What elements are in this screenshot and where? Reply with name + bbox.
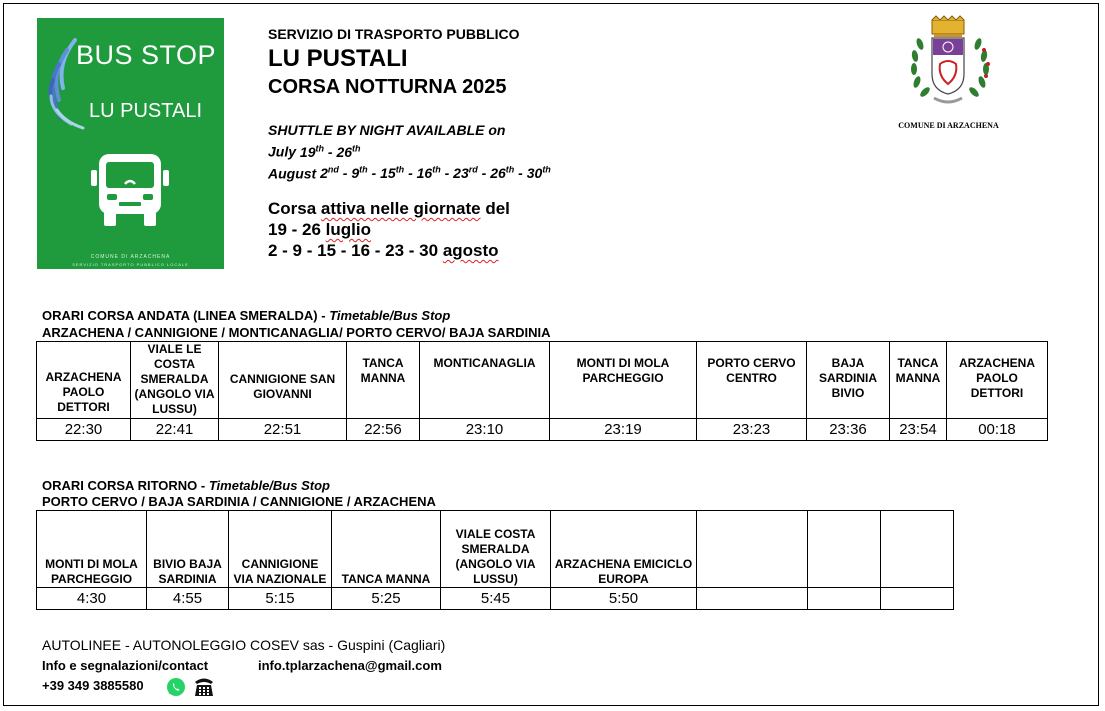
day-suffix: nd — [327, 164, 339, 175]
day-suffix: th — [315, 143, 324, 153]
andata-heading-bold: ORARI CORSA ANDATA (LINEA SMERALDA) - — [42, 308, 330, 323]
day-number: 26 — [490, 165, 506, 182]
logo-footer-service: SERVIZIO TRASPORTO PUBBLICO LOCALE — [72, 262, 189, 267]
logo-title: BUS STOP — [76, 40, 217, 70]
logo-subtitle: LU PUSTALI — [89, 100, 202, 122]
coat-of-arms-icon — [898, 14, 1002, 118]
day-number: 9 — [351, 165, 360, 182]
corsa-line2-b: luglio — [325, 220, 371, 239]
bus-stop-logo — [37, 18, 224, 269]
stop-name-cell: CANNIGIONE SAN GIOVANNI — [219, 342, 347, 419]
logo-footer-municipality: COMUNE DI ARZACHENA — [90, 254, 171, 260]
ritorno-heading-italic: Timetable/Bus Stop — [208, 478, 330, 493]
departure-time-cell: 22:41 — [131, 419, 219, 441]
stop-name-cell — [697, 511, 808, 588]
stop-name-cell: TANCA MANNA — [332, 511, 441, 588]
day-suffix: th — [432, 164, 441, 175]
corsa-line3 — [268, 240, 510, 261]
contact-email[interactable]: info.tplarzachena@gmail.com — [258, 658, 442, 673]
bus-icon — [89, 152, 171, 230]
stop-name-cell: BIVIO BAJA SARDINIA — [147, 511, 229, 588]
day-number: 19 — [299, 143, 316, 160]
stop-name-cell: VIALE COSTA SMERALDA (ANGOLO VIA LUSSU) — [441, 511, 551, 588]
day-number: 23 — [453, 165, 469, 182]
departure-time-cell: 4:30 — [37, 588, 147, 610]
service-heading: SERVIZIO DI TRASPORTO PUBBLICO — [268, 26, 520, 42]
stop-name-cell: MONTICANAGLIA — [420, 342, 550, 419]
stop-name-cell: TANCA MANNA — [890, 342, 947, 419]
departure-time-cell: 5:45 — [441, 588, 551, 610]
departure-time-cell — [808, 588, 881, 610]
departure-time-cell — [697, 588, 808, 610]
shuttle-july-line — [268, 139, 551, 161]
corsa-line1 — [268, 198, 510, 219]
contact-phone[interactable]: +39 349 3885580 — [42, 678, 144, 693]
ritorno-route: PORTO CERVO / BAJA SARDINIA / CANNIGIONE / ARZACHENA — [42, 494, 436, 509]
july-days: 19th - 26th — [299, 143, 361, 160]
departure-time-cell: 22:51 — [219, 419, 347, 441]
stop-name-cell — [881, 511, 954, 588]
stop-name-cell: CANNIGIONE VIA NAZIONALE — [229, 511, 332, 588]
page-subtitle: CORSA NOTTURNA 2025 — [268, 76, 507, 98]
stop-name-cell — [808, 511, 881, 588]
departure-time-cell: 23:36 — [807, 419, 890, 441]
departure-time-cell: 22:56 — [347, 419, 420, 441]
departure-time-cell: 22:30 — [37, 419, 131, 441]
stop-name-cell: ARZACHENA EMICICLO EUROPA — [551, 511, 697, 588]
andata-heading-italic: Timetable/Bus Stop — [329, 308, 451, 323]
stop-name-cell: PORTO CERVO CENTRO — [697, 342, 807, 419]
day-suffix: th — [505, 164, 515, 175]
day-number: 2 — [320, 165, 328, 182]
operator-company: AUTOLINEE - AUTONOLEGGIO COSEV sas - Guspini (Cagliari) — [42, 637, 446, 653]
corsa-line2-a: 19 - 26 — [268, 220, 326, 239]
andata-stops-row — [37, 342, 1048, 419]
day-suffix: th — [352, 143, 361, 153]
shuttle-line1: SHUTTLE BY NIGHT AVAILABLE on — [268, 122, 506, 138]
day-number: 30 — [526, 165, 543, 182]
ritorno-heading — [42, 478, 330, 493]
day-number: 26 — [336, 143, 353, 160]
august-label: August — [268, 165, 317, 182]
corsa-line3-a: 2 - 9 - 15 - 16 - 23 - 30 — [268, 241, 443, 260]
corsa-dates-italian — [268, 198, 510, 261]
stop-name-cell: VIALE LE COSTA SMERALDA (ANGOLO VIA LUSSU) — [131, 342, 219, 419]
ritorno-timetable — [36, 510, 954, 610]
july-label: July — [268, 143, 297, 160]
stop-name-cell: ARZACHENA PAOLO DETTORI — [947, 342, 1048, 419]
departure-time-cell: 5:25 — [332, 588, 441, 610]
wings-graphic — [37, 18, 224, 158]
corsa-line3-b: agosto — [442, 241, 499, 260]
ritorno-times-row — [37, 588, 954, 610]
departure-time-cell: 23:54 — [890, 419, 947, 441]
day-suffix: th — [395, 164, 405, 175]
stop-name-cell: MONTI DI MOLA PARCHEGGIO — [550, 342, 697, 419]
crest-label: COMUNE DI ARZACHENA — [898, 121, 999, 130]
andata-heading — [42, 308, 450, 323]
andata-route: ARZACHENA / CANNIGIONE / MONTICANAGLIA/ PORTO CERVO/ BAJA SARDINIA — [42, 325, 551, 340]
whatsapp-icon[interactable] — [166, 677, 186, 697]
departure-time-cell: 00:18 — [947, 419, 1048, 441]
shuttle-availability — [268, 121, 551, 182]
august-days: 2nd - 9th - 15th - 16th - 23rd - 26th - 30th — [320, 164, 551, 182]
page-title: LU PUSTALI — [268, 45, 408, 72]
ritorno-stops-row — [37, 511, 954, 588]
departure-time-cell — [881, 588, 954, 610]
andata-timetable — [36, 341, 1048, 441]
corsa-line1-b: attiva nelle giornate — [320, 199, 481, 218]
info-label: Info e segnalazioni/contact — [42, 658, 209, 673]
day-number: 16 — [416, 165, 433, 182]
corsa-line2 — [268, 219, 510, 240]
departure-time-cell: 4:55 — [147, 588, 229, 610]
stop-name-cell: TANCA MANNA — [347, 342, 420, 419]
corsa-line1-a: Corsa — [268, 199, 321, 218]
departure-time-cell: 23:23 — [697, 419, 807, 441]
stop-name-cell: ARZACHENA PAOLO DETTORI — [37, 342, 131, 419]
stop-name-cell: MONTI DI MOLA PARCHEGGIO — [37, 511, 147, 588]
ritorno-heading-bold: ORARI CORSA RITORNO - — [42, 478, 209, 493]
day-number: 15 — [380, 165, 396, 182]
departure-time-cell: 5:15 — [229, 588, 332, 610]
day-suffix: th — [359, 164, 368, 175]
day-suffix: th — [542, 164, 551, 175]
corsa-line1-c: del — [480, 199, 510, 218]
andata-times-row — [37, 419, 1048, 441]
departure-time-cell: 5:50 — [551, 588, 697, 610]
departure-time-cell: 23:19 — [550, 419, 697, 441]
shuttle-august-line — [268, 161, 551, 183]
stop-name-cell: BAJA SARDINIA BIVIO — [807, 342, 890, 419]
phone-icon[interactable] — [193, 674, 215, 698]
departure-time-cell: 23:10 — [420, 419, 550, 441]
day-suffix: rd — [468, 164, 478, 175]
